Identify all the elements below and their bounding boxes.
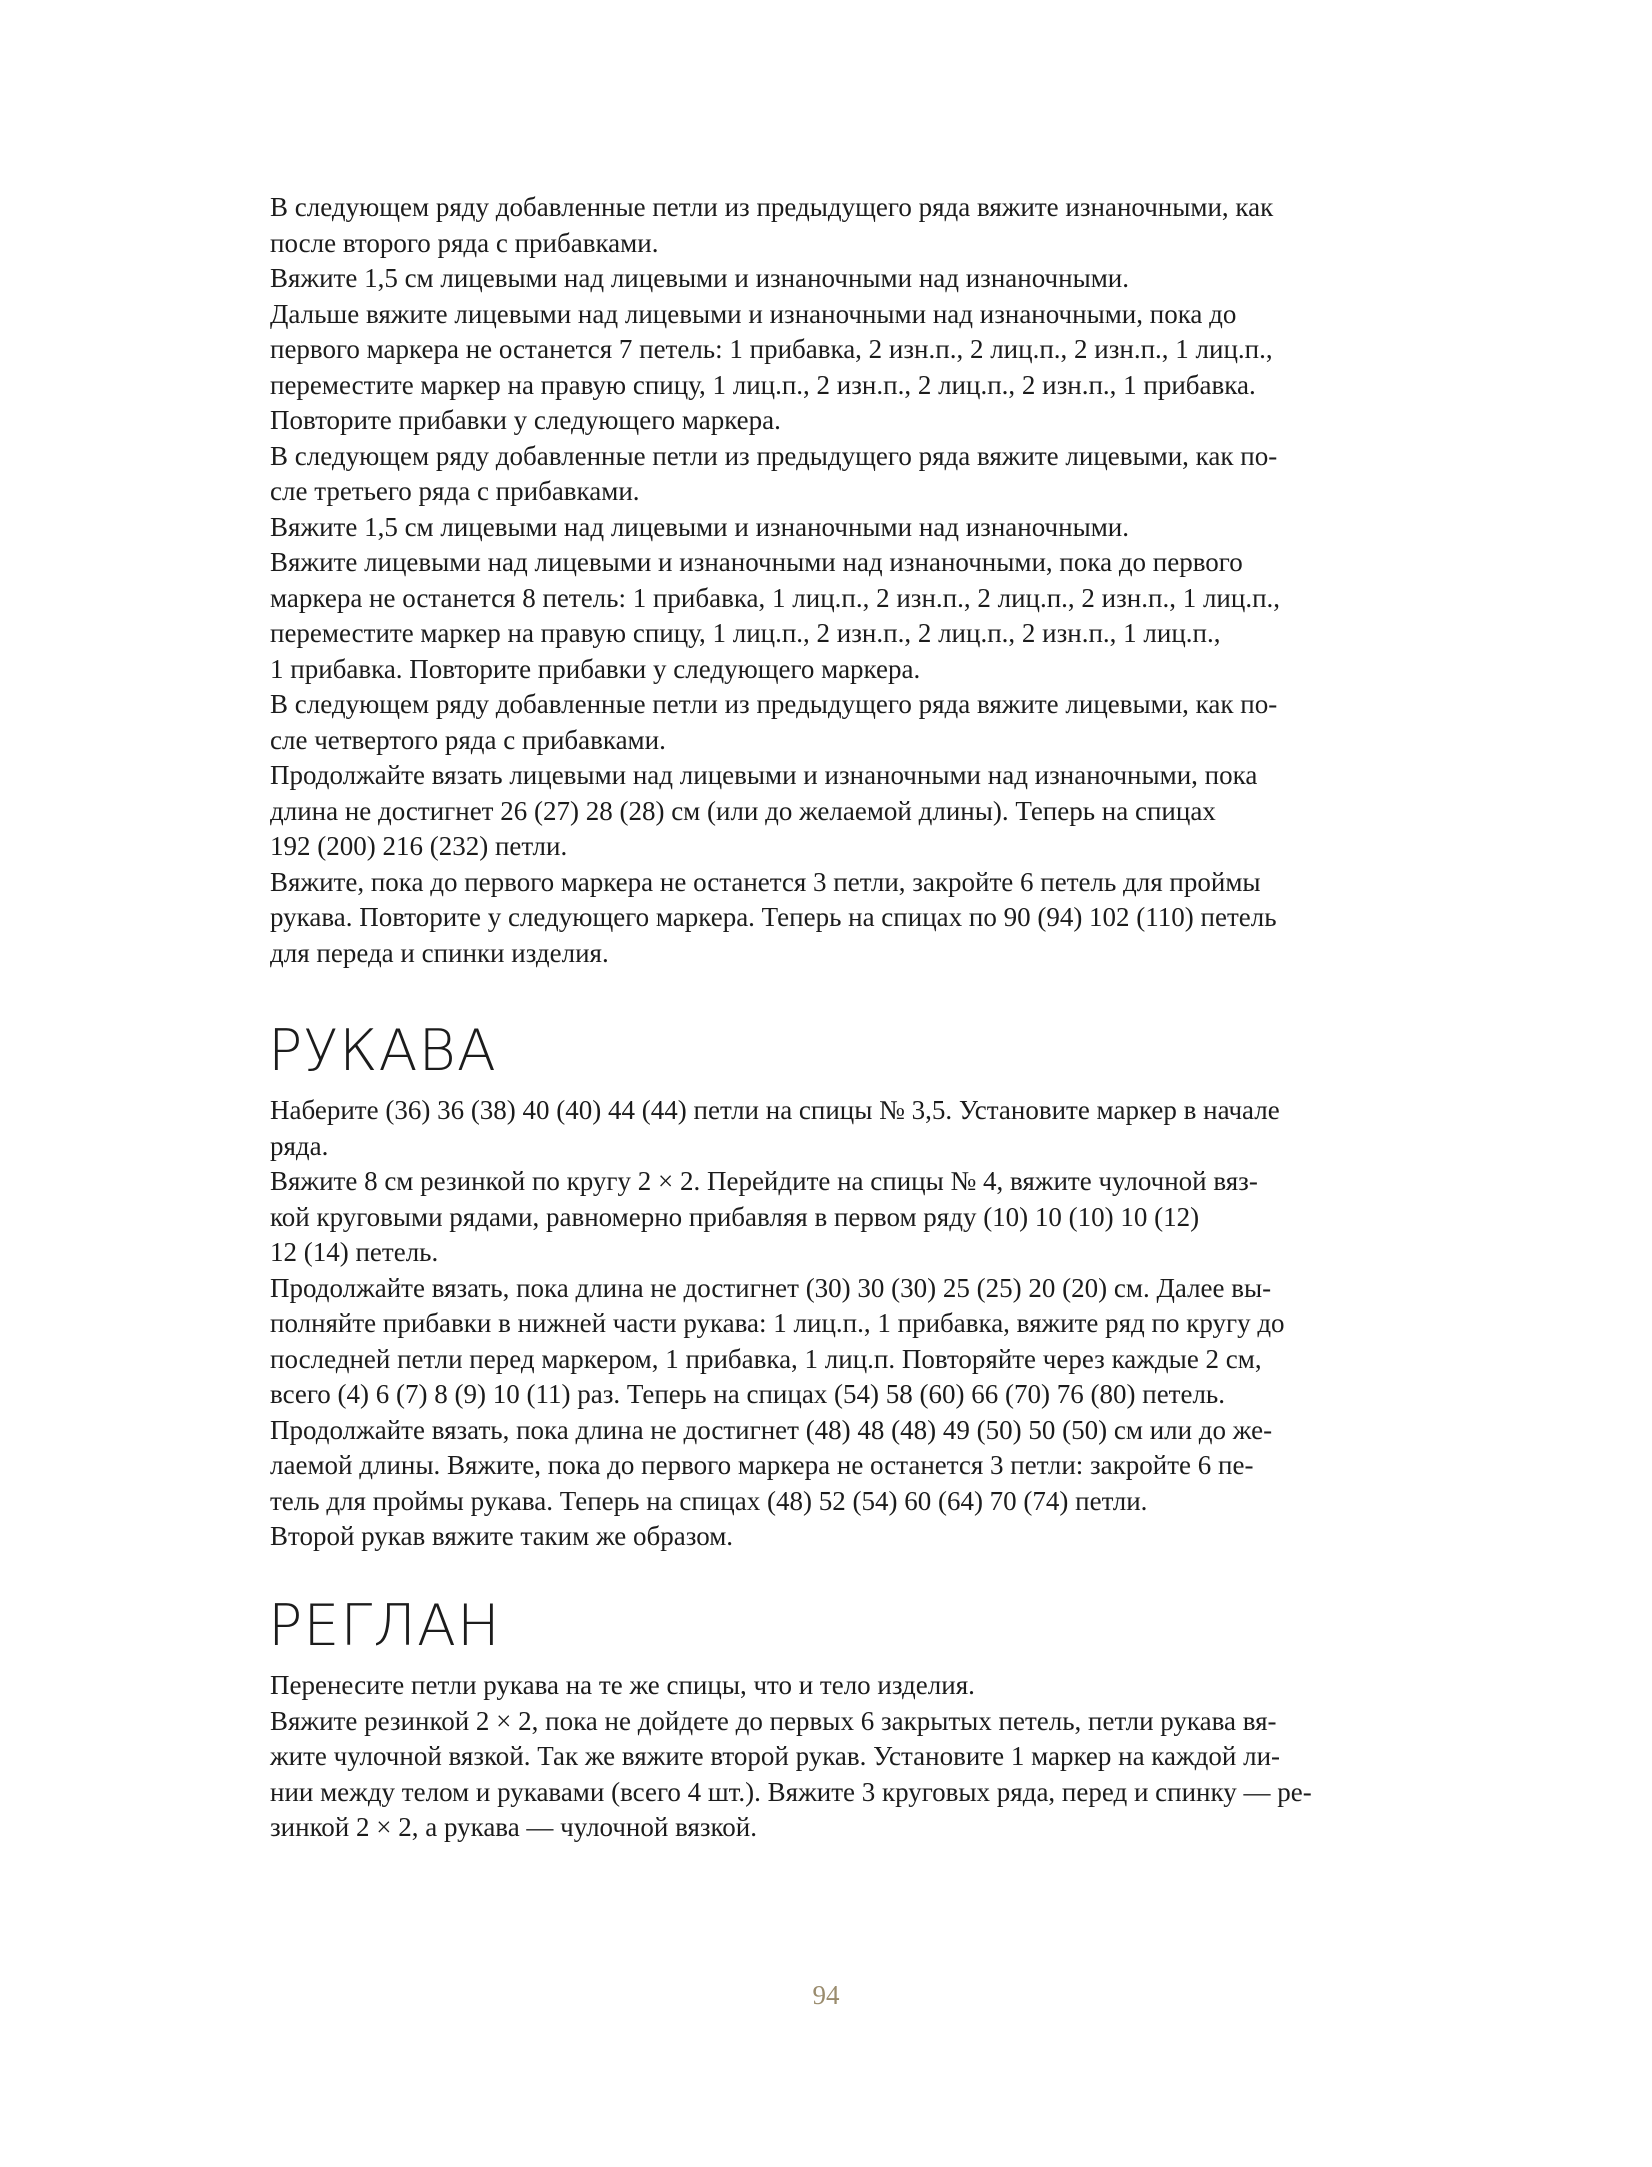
text-line: 12 (14) петель. — [270, 1237, 439, 1267]
text-line: переместите маркер на правую спицу, 1 лиц.п., 2 изн.п., 2 лиц.п., 2 изн.п., 1 прибавка. — [270, 369, 1256, 400]
text-line: рукава. Повторите у следующего маркера. Теперь на спицах по 90 (94) 102 (110) петель — [270, 902, 1277, 932]
text-line: В следующем ряду добавленные петли из предыдущего ряда вяжите лицевыми, как по- — [270, 440, 1278, 471]
text-line: жите чулочной вязкой. Так же вяжите второй рукав. Установите 1 маркер на каждой ли- — [270, 1741, 1281, 1771]
text-line: переместите маркер на правую спицу, 1 лиц.п., 2 изн.п., 2 лиц.п., 2 изн.п., 1 лиц.п., — [270, 618, 1221, 648]
text-line: Продолжайте вязать, пока длина не достигнет (30) 30 (30) 25 (25) 20 (20) см. Далее вы- — [270, 1272, 1272, 1303]
text-line: Вяжите 1,5 см лицевыми над лицевыми и изнаночными над изнаночными. — [270, 511, 1129, 542]
text-line: полняйте прибавки в нижней части рукава: 1 лиц.п., 1 прибавка, вяжите ряд по кругу до — [270, 1308, 1285, 1338]
text-line: Вяжите 1,5 см лицевыми над лицевыми и изнаночными над изнаночными. — [270, 263, 1129, 293]
text-line: В следующем ряду добавленные петли из предыдущего ряда вяжите лицевыми, как по- — [270, 689, 1278, 719]
text-line: Перенесите петли рукава на те же спицы, что и тело изделия. — [270, 1670, 975, 1700]
text-line: длина не достигнет 26 (27) 28 (28) см (или до желаемой длины). Теперь на спицах — [270, 795, 1216, 826]
text-line: лаемой длины. Вяжите, пока до первого маркера не останется 3 петли: закройте 6 пе- — [270, 1450, 1254, 1480]
body-text-sleeves — [270, 1093, 1470, 1555]
text-line: зинкой 2 × 2, а рукава — чулочной вязкой. — [270, 1812, 758, 1842]
text-line: Вяжите, пока до первого маркера не останется 3 петли, закройте 6 петель для проймы — [270, 866, 1261, 897]
body-text-raglan — [270, 1668, 1470, 1846]
text-line: Второй рукав вяжите таким же образом. — [270, 1521, 734, 1551]
text-line: тель для проймы рукава. Теперь на спицах (48) 52 (54) 60 (64) 70 (74) петли. — [270, 1485, 1148, 1516]
text-line: Продолжайте вязать, пока длина не достигнет (48) 48 (48) 49 (50) 50 (50) см или до же- — [270, 1414, 1273, 1445]
text-line: последней петли перед маркером, 1 прибавка, 1 лиц.п. Повторяйте через каждые 2 см, — [270, 1343, 1262, 1374]
text-line: 192 (200) 216 (232) петли. — [270, 831, 568, 861]
text-line: Повторите прибавки у следующего маркера. — [270, 405, 781, 435]
text-line: маркера не останется 8 петель: 1 прибавка, 1 лиц.п., 2 изн.п., 2 лиц.п., 2 изн.п., 1 лиц.п., — [270, 582, 1281, 613]
text-line: В следующем ряду добавленные петли из предыдущего ряда вяжите изнаночными, как — [270, 192, 1274, 222]
text-line: ряда. — [270, 1130, 329, 1161]
text-line: после второго ряда с прибавками. — [270, 227, 659, 258]
text-line: Продолжайте вязать лицевыми над лицевыми и изнаночными над изнаночными, пока — [270, 760, 1258, 790]
text-line: сле третьего ряда с прибавками. — [270, 476, 640, 506]
text-line: Вяжите резинкой 2 × 2, пока не дойдете до первых 6 закрытых петель, петли рукава вя- — [270, 1705, 1277, 1736]
text-line: Вяжите 8 см резинкой по кругу 2 × 2. Перейдите на спицы № 4, вяжите чулочной вяз- — [270, 1166, 1258, 1196]
text-line: Дальше вяжите лицевыми над лицевыми и изнаночными над изнаночными, пока до — [270, 298, 1237, 329]
text-line: Вяжите лицевыми над лицевыми и изнаночными над изнаночными, пока до первого — [270, 547, 1243, 577]
text-line: первого маркера не останется 7 петель: 1 прибавка, 2 изн.п., 2 лиц.п., 2 изн.п., 1 лиц.п., — [270, 334, 1273, 364]
section-heading-sleeves: РУКАВА — [268, 1018, 497, 1084]
text-line: для переда и спинки изделия. — [270, 937, 609, 968]
text-line: Наберите (36) 36 (38) 40 (40) 44 (44) петли на спицы № 3,5. Установите маркер в начале — [270, 1095, 1280, 1125]
body-text-intro — [270, 190, 1470, 971]
section-heading-raglan: РЕГЛАН — [268, 1593, 501, 1659]
page-number: 94 — [812, 1980, 840, 2010]
text-line: всего (4) 6 (7) 8 (9) 10 (11) раз. Теперь на спицах (54) 58 (60) 66 (70) 76 (80) петель. — [270, 1379, 1225, 1409]
text-line: нии между телом и рукавами (всего 4 шт.). Вяжите 3 круговых ряда, перед и спинку — ре- — [270, 1776, 1312, 1807]
text-line: 1 прибавка. Повторите прибавки у следующего маркера. — [270, 653, 921, 684]
text-line: кой круговыми рядами, равномерно прибавляя в первом ряду (10) 10 (10) 10 (12) — [270, 1201, 1200, 1232]
text-line: сле четвертого ряда с прибавками. — [270, 724, 666, 755]
